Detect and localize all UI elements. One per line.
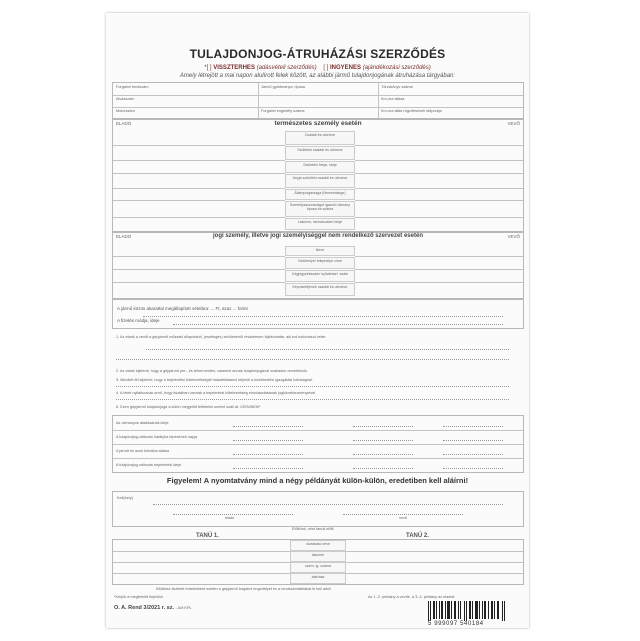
- seller-label-legal: ELADÓ: [116, 234, 132, 239]
- legal-field-seat: Székhelye/ telephelye címe: [285, 257, 355, 269]
- witness-field-address: lakcíme: [290, 551, 346, 562]
- barcode-image: [428, 601, 506, 621]
- natural-field-birth-place: Születési helye, ideje: [285, 161, 355, 173]
- natural-field-name: Családi és utóneve: [285, 131, 355, 145]
- legal-field-name: Neve: [285, 246, 355, 256]
- date-row-effective: A tulajdonjog-változás hatályba lépésének napja: [116, 435, 198, 439]
- footnote: *Kérjük a megfelelőt bejelölni: [114, 595, 163, 599]
- form-code: O. A. Rend 3/2021 r. sz. - AM KPL: [114, 605, 192, 611]
- clause-4: 4. A felek nyilatkoznak arról, hogy tisztában vannak a bejelentési kötelezettség elmulasztásának jogkövetkezményeivel.: [116, 391, 317, 395]
- clause-3: 3. Mindkét fél kijelenti, hogy a bejelentési kötelezettségét haladéktalanul teljesíti a közlekedési igazgatási hatóságnál.: [116, 378, 313, 382]
- dates-table: [112, 415, 524, 473]
- contract-type-options: [106, 65, 529, 71]
- price-line: A jármű közös akarattal megállapított vételára: ... Ft, azaz ... forint: [117, 306, 248, 311]
- license-number-label: Forgalmi engedély száma: [261, 109, 305, 113]
- seller-label: ELADÓ: [116, 121, 132, 126]
- free-option-checkbox[interactable]: [ ]: [323, 65, 329, 71]
- signature-warning: Figyelem! A nyomtatvány mind a négy példányát külön-külön, eredetiben kell aláírni!: [166, 476, 469, 485]
- date-row-report: A tulajdonjog-változás bejelentési ideje: [116, 463, 182, 467]
- free-option-label: INGYENES: [330, 65, 362, 71]
- date-row-handover: A jármű és azok birtokba adása: [116, 449, 169, 453]
- natural-field-birth-name: Születési családi és utóneve: [285, 146, 355, 160]
- odometer-label: Km-óra állása: [381, 97, 405, 101]
- paid-option-sub: (adásvételi szerződés): [256, 65, 317, 71]
- barcode-number: 5 999097 540184: [428, 621, 484, 627]
- date-row-documents: Az okmányok átadásának ideje: [116, 421, 169, 425]
- chassis-number-label: Alvázszám: [116, 97, 135, 101]
- natural-field-address: Lakcíme, tartózkodási helye: [285, 218, 355, 230]
- witness-field-name: olvasható neve: [290, 540, 346, 551]
- engine-number-label: Motorszám: [116, 109, 135, 113]
- legal-person-title: jogi személy, illetve jogi személyiséggel nem rendelkező szervezet esetén: [213, 233, 423, 239]
- plate-number-label: Forgalmi rendszám: [116, 85, 149, 89]
- clause-5: 5. Ezen gépjármű tulajdonjoga a külön megjelölt feltételek szerint száll át. IGEN/NEM*: [116, 405, 261, 409]
- paid-option-checkbox[interactable]: *[ ]: [204, 65, 212, 71]
- buyer-signature-label: vevő: [399, 516, 408, 520]
- signature-box: [112, 491, 524, 527]
- payment-line: A fizetés módja, ideje: [117, 318, 160, 323]
- legal-field-registry: Cégjegyzékszám/ nyilvántart. szám: [285, 270, 355, 282]
- seller-signature-label: eladó: [225, 516, 235, 520]
- copies-note: Az 1.-2. példány a vevőé, a 3.-4. példány az eladóé: [368, 595, 455, 599]
- free-option-sub: (ajándékozási szerződés): [362, 65, 431, 71]
- natural-person-section: [112, 118, 524, 233]
- witness-table: [112, 539, 524, 585]
- contract-form-sheet: [106, 13, 529, 628]
- legal-person-section: [112, 231, 524, 299]
- clause-1: 1. Az eladó a vevőt a gépjármű műszaki állapotáról, (esetleges) sérüléseiről részletesen tájékoztatta, aki ezt tudomásul vette:: [116, 335, 326, 339]
- place-label: Kelt(hely): [117, 496, 134, 500]
- witness-field-signature: aláírása: [290, 573, 346, 584]
- witness-field-id: szem. ig. száma: [290, 562, 346, 573]
- paid-option-label: VISSZTERHES: [213, 65, 255, 71]
- natural-field-mother-name: Anyja születési családi és utóneve: [285, 174, 355, 188]
- witness-2-label: TANÚ 2.: [406, 533, 429, 539]
- intro-text: Amely létrejött a mai napon alulírott felek között, az alábbi jármű tulajdonjogának átruházása tárgyában:: [179, 73, 456, 79]
- natural-person-title: természetes személy esetén: [274, 120, 362, 127]
- clause-2: 2. Az eladó kijelenti, hogy a gépjármű per-, és tehermentes, valamint annak tulajdonjogával szabadon rendelkezik.: [116, 369, 308, 373]
- make-type-label: Jármű gyártmánya, típusa: [261, 85, 305, 89]
- witness-1-label: TANÚ 1.: [196, 533, 219, 539]
- form-title: TULAJDONJOG-ÁTRUHÁZÁSI SZERZŐDÉS: [189, 47, 446, 61]
- natural-field-citizenship: Állampolgársága (Nemzetisége): [285, 189, 355, 200]
- price-section: [112, 299, 524, 329]
- natural-field-id-document: Személyazonosságot igazoló okmány típusa és száma: [285, 201, 355, 217]
- bottom-note: Kitöltése tisztelet érdekeiként esetén a gépjármű forgalmi engedélyét és a rendszámtáblákat le kell adni!: [156, 587, 332, 591]
- buyer-label-legal: VEVŐ: [507, 234, 520, 239]
- witness-intro: Előttünk, mint tanúk előtt: [292, 527, 334, 531]
- legal-field-representative: Képviselőjének családi és utóneve: [285, 283, 355, 296]
- registration-doc-label: Törzskönyv száma: [381, 85, 413, 89]
- vehicle-data-table: [112, 82, 524, 120]
- buyer-label: VEVŐ: [507, 121, 520, 126]
- odometer-date-label: Km-óra állás rögzítésének időpontja: [381, 109, 442, 113]
